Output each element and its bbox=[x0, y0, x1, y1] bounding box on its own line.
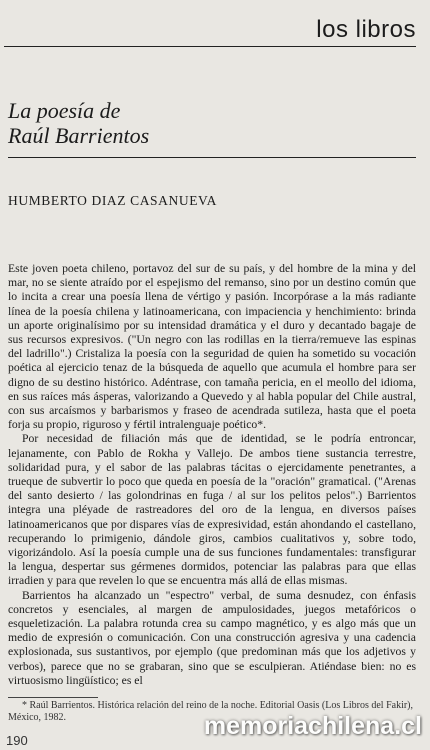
article-body bbox=[8, 262, 416, 688]
title-divider bbox=[8, 157, 416, 158]
article-title-line-2: Raúl Barrientos bbox=[8, 123, 150, 148]
body-paragraph-2: Por necesidad de filiación más que de identidad, se le podría entroncar, lejanamente, con Pablo de Rokha y Vallejo. De ambos tiene sustancia terrestre, solidaridad pura, y el sabor de las palabras tácitas o ejercidamente penetrantes, a trueque de subvertir lo poco que queda en poesía de la "oración" gramatical. ("Arenas del santo desierto / las golondrinas en fuga / al sur los pelitos pelos".) Barrientos integra una pléyade de rastreadores del oro de la lengua, en diversos países latinoamericanos que por dispares vías de expresividad, están ahondando el castellano, recuperando lo primigenio, dándole giros, cambios cualitativos y, sobre todo, vigorizándolo. Así la poesía cumple una de sus funciones fundamentales: transfigurar la lengua, despertar sus gérmenes dormidos, potenciar las palabras para que ellas irradien y para que revelen lo que se encuentra más allá de ellas mismas. bbox=[8, 432, 416, 588]
article-title bbox=[8, 98, 149, 148]
footnote-divider bbox=[8, 697, 98, 698]
section-header bbox=[4, 14, 416, 47]
article-author: HUMBERTO DIAZ CASANUEVA bbox=[8, 193, 218, 208]
source-watermark: memoriachilena.cl bbox=[203, 712, 422, 740]
article-title-line-1: La poesía de bbox=[8, 98, 121, 123]
page-number: 190 bbox=[6, 733, 28, 748]
body-paragraph-1: Este joven poeta chileno, portavoz del sur de su país, y del hombre de la mina y del mar, no se siente atraído por el espejismo del remanso, sino por un destino común que lo incita a crear una poesía llena de vértigo y pasión. Incorpórase a la más radiante línea de la poesía chilena y latinoamericana, con impaciencia y henchimiento: brinda un aporte originalísimo por su intensidad dramática y el duro y decantado bagaje de sus recursos expresivos. ("Un negro con las rodillas en la tierra/remueve las espinas del ladrillo".) Cristaliza la poesía con la seguridad de quien ha sometido su vocación poética al ejercicio tenaz de la búsqueda de aquello que acumula el hombre para ser digno de su destino histórico. Adéntrase, con tamaña pericia, en el meollo del idioma, en sus raíces más ásperas, valorizando a Quevedo y al habla popular del Chile austral, con sus arcaísmos y barbarismos y fraseo de acendrada sutileza, hasta que el poeta forja su propio, riguroso y fértil intralenguaje poético*. bbox=[8, 262, 416, 432]
section-label: los libros bbox=[316, 16, 416, 43]
body-paragraph-3: Barrientos ha alcanzado un "espectro" verbal, de suma desnudez, con énfasis concretos y esenciales, al margen de ampulosidades, juegos metafóricos o esqueletización. La palabra rotunda crea su campo magnético, y es algo más que un medio de expresión o comunicación. Con una construcción agresiva y una cadencia explosionada, sus sustantivos, por ejemplo (que predominan más que los adjetivos y verbos), parece que no se grabaran, sino que se esculpieran. Atiéndase bien: no es virtuosismo lingüístico; es el bbox=[8, 588, 416, 687]
footnote: * Raúl Barrientos. Histórica relación del reino de la noche. Editorial Oasis (Los Libros del Fakir), México, 1982. bbox=[8, 700, 414, 723]
